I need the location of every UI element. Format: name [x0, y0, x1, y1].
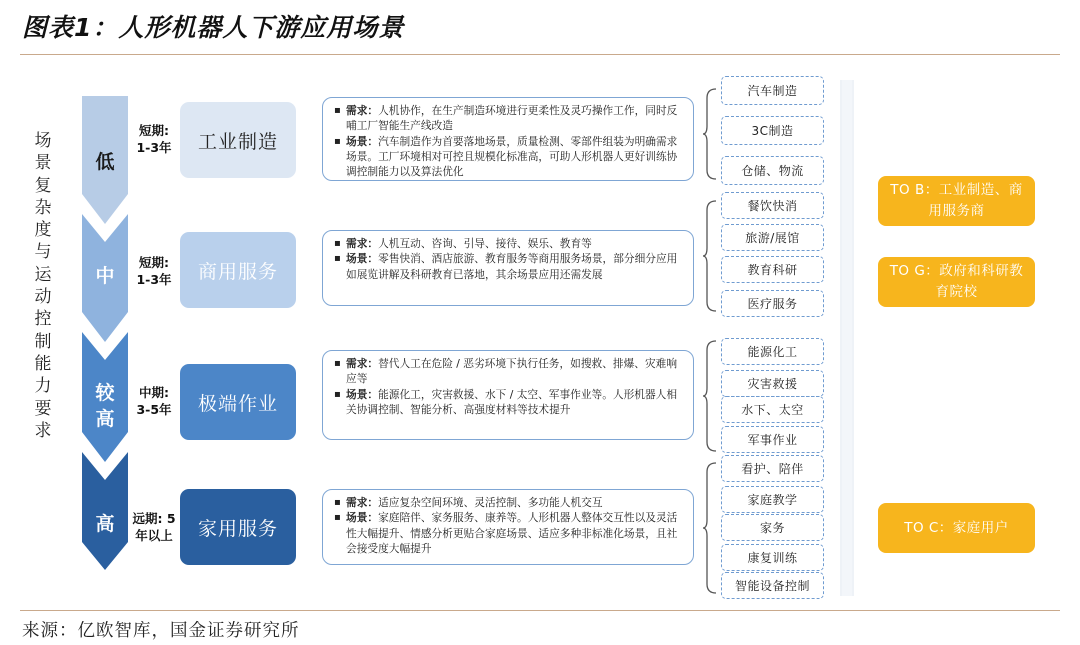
brace-level-3: [703, 340, 717, 452]
source-note: 来源：亿欧智库，国金证券研究所: [22, 621, 300, 641]
figure-title: 图表1：人形机器人下游应用场景: [22, 13, 405, 42]
item-tourism-venue: 旅游/展馆: [721, 224, 824, 251]
brace-level-2: [703, 200, 717, 312]
period-level-2: 短期: 1-3年: [136, 255, 172, 287]
top-divider: [20, 54, 1060, 55]
brace-level-1: [703, 88, 717, 180]
demand-line: ▪ 需求：人机互动、咨询、引导、接待、娱乐、教育等: [333, 236, 683, 251]
scenario-line: ▪ 场景：汽车制造作为首要落地场景，质量检测、零部件组装为明确需求场景。工厂环境相对可控且规模化标准高，可助人形机器人更好训练协调控制能力以及算法优化: [333, 134, 683, 180]
period-level-4: 远期: 5 年以上: [132, 511, 176, 543]
item-3c-manufacturing: 3C制造: [721, 116, 824, 145]
demand-line: ▪ 需求：适应复杂空间环境、灵活控制、多功能人机交互: [333, 495, 683, 510]
chevron-label-higher: 较高: [95, 382, 115, 430]
chevron-label-low: 低: [95, 151, 115, 173]
item-underwater-space: 水下、太空: [721, 396, 824, 423]
scene-household-service: 家用服务: [180, 489, 296, 565]
target-to-g: TO G：政府和科研教育院校: [878, 257, 1035, 307]
scenario-line: ▪ 场景：零售快消、酒店旅游、教育服务等商用服务场景，部分细分应用如展览讲解及科研教育已落地，其余场景应用还需发展: [333, 251, 683, 282]
detail-box-level-3: [322, 350, 694, 440]
item-education-research: 教育科研: [721, 256, 824, 283]
detail-box-level-4: [322, 489, 694, 565]
item-rehab-training: 康复训练: [721, 544, 824, 571]
item-energy-chemical: 能源化工: [721, 338, 824, 365]
item-food-retail: 餐饮快消: [721, 192, 824, 219]
item-warehouse-logistics: 仓储、物流: [721, 156, 824, 185]
period-level-1: 短期: 1-3年: [136, 123, 172, 155]
period-level-3: 中期: 3-5年: [136, 385, 172, 417]
item-medical-service: 医疗服务: [721, 290, 824, 317]
chevron-label-high: 高: [95, 513, 115, 535]
detail-box-level-1: [322, 97, 694, 181]
item-care-companion: 看护、陪伴: [721, 455, 824, 482]
target-to-b: TO B：工业制造、商用服务商: [878, 176, 1035, 226]
scenario-line: ▪ 场景：家庭陪伴、家务服务、康养等。人形机器人整体交互性以及灵活性大幅提升、情感分析更贴合家庭场景、适应多种非标准化场景，且社会接受度大幅提升: [333, 510, 683, 556]
item-smart-device-control: 智能设备控制: [721, 572, 824, 599]
demand-line: ▪ 需求：替代人工在危险 / 恶劣环境下执行任务，如搜救、排爆、灾难响应等: [333, 356, 683, 387]
scene-industrial-manufacturing: 工业制造: [180, 102, 296, 178]
scenario-line: ▪ 场景：能源化工，灾害救援、水下 / 太空、军事作业等。人形机器人相关协调控制、智能分析、高强度材料等技术提升: [333, 387, 683, 418]
bottom-divider: [20, 610, 1060, 611]
item-housework: 家务: [721, 514, 824, 541]
scene-commercial-service: 商用服务: [180, 232, 296, 308]
item-military-operation: 军事作业: [721, 426, 824, 453]
item-disaster-rescue: 灾害救援: [721, 370, 824, 397]
chevron-label-mid: 中: [95, 265, 115, 287]
detail-box-level-2: [322, 230, 694, 306]
item-home-teaching: 家庭教学: [721, 486, 824, 513]
demand-line: ▪ 需求：人机协作，在生产制造环境进行更柔性及灵巧操作工作，同时反哺工厂智能生产线改造: [333, 103, 683, 134]
item-auto-manufacturing: 汽车制造: [721, 76, 824, 105]
side-axis-label: 场景复杂度与运动控制能力要求: [34, 131, 52, 441]
scene-extreme-operation: 极端作业: [180, 364, 296, 440]
target-to-c: TO C：家庭用户: [878, 503, 1035, 553]
brace-level-4: [703, 462, 717, 594]
